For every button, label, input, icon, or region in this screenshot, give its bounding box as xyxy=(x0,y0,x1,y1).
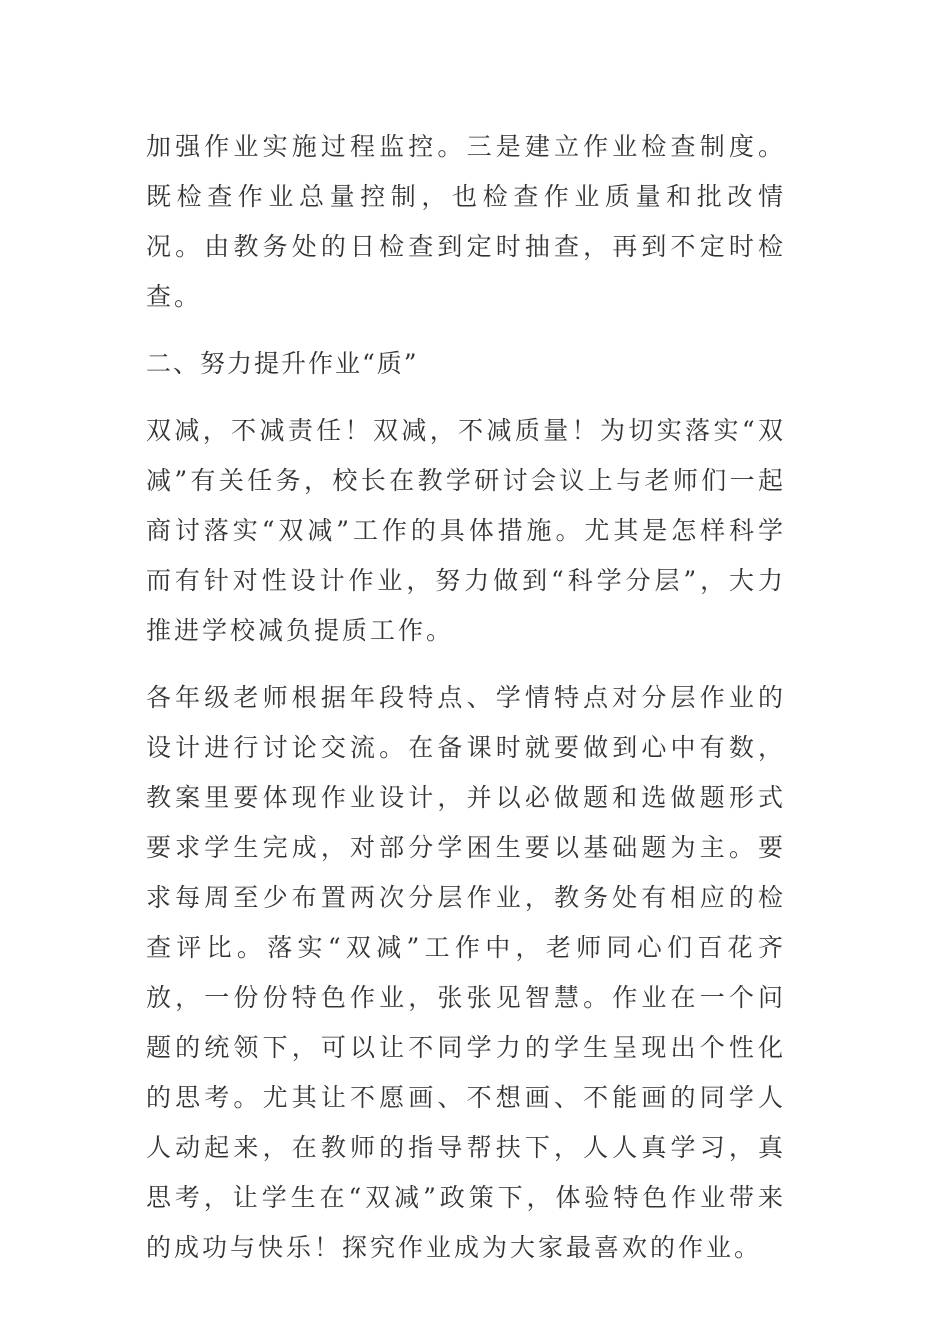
paragraph-continuation: 加强作业实施过程监控。三是建立作业检查制度。既检查作业总量控制，也检查作业质量和批改情况。由教务处的日检查到定时抽查，再到不定时检查。 xyxy=(146,132,786,311)
paragraph-layered-homework: 各年级老师根据年段特点、学情特点对分层作业的设计进行讨论交流。在备课时就要做到心中有数，教案里要体现作业设计，并以必做题和选做题形式要求学生完成，对部分学困生要以基础题为主。要求每周至少布置两次分层作业，教务处有相应的检查评比。落实“双减”工作中，老师同心们百花齐放，一份份特色作业，张张见智慧。作业在一个问题的统领下，可以让不同学力的学生呈现出个性化的思考。尤其让不愿画、不想画、不能画的同学人人动起来，在教师的指导帮扶下，人人真学习，真思考，让学生在“双减”政策下，体验特色作业带来的成功与快乐！探究作业成为大家最喜欢的作业。 xyxy=(146,683,786,1262)
document-body xyxy=(146,122,786,1273)
section-heading: 二、努力提升作业“质” xyxy=(146,349,419,378)
paragraph-double-reduction: 双减，不减责任！双减，不减质量！为切实落实“双减”有关任务，校长在教学研讨会议上与老师们一起商讨落实“双减”工作的具体措施。尤其是怎样科学而有针对性设计作业，努力做到“科学分层”，大力推进学校减负提质工作。 xyxy=(146,416,786,645)
